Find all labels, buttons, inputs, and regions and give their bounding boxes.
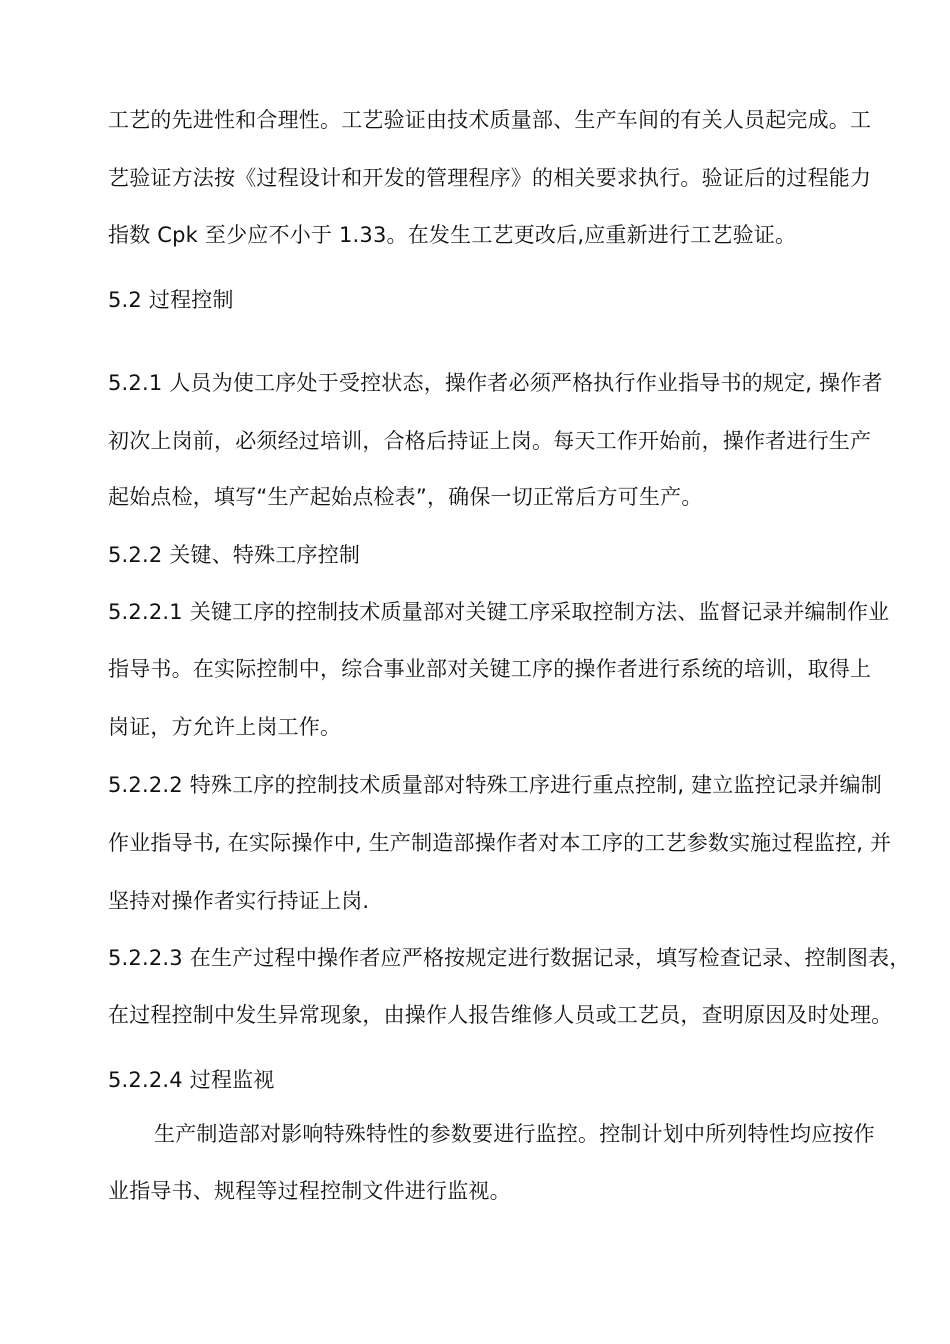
paragraph-line: 岗证，方允许上岗工作。 (108, 715, 342, 739)
paragraph-line: 5.2.2.2 特殊工序的控制技术质量部对特殊工序进行重点控制, 建立监控记录并编制 (108, 773, 882, 797)
paragraph-line: 艺验证方法按《过程设计和开发的管理程序》的相关要求执行。验证后的过程能力 (108, 166, 872, 190)
paragraph-line: 指导书。在实际控制中，综合事业部对关键工序的操作者进行系统的培训，取得上 (108, 657, 872, 681)
section-heading: 5.2.2 关键、特殊工序控制 (108, 543, 361, 567)
paragraph-line: 5.2.1 人员为使工序处于受控状态，操作者必须严格执行作业指导书的规定, 操作者 (108, 371, 883, 395)
paragraph-line: 业指导书、规程等过程控制文件进行监视。 (108, 1179, 511, 1203)
paragraph-line: 坚持对操作者实行持证上岗. (108, 889, 370, 913)
paragraph-line: 5.2.2.3 在生产过程中操作者应严格按规定进行数据记录，填写检查记录、控制图表， (108, 946, 911, 970)
paragraph-line: 指数 Cpk 至少应不小于 1.33。在发生工艺更改后,应重新进行工艺验证。 (108, 223, 797, 247)
paragraph-line: 起始点检，填写“生产起始点检表”，确保一切正常后方可生产。 (108, 485, 703, 509)
paragraph-line: 作业指导书, 在实际操作中, 生产制造部操作者对本工序的工艺参数实施过程监控, 并 (108, 831, 892, 855)
paragraph-line: 生产制造部对影响特殊特性的参数要进行监控。控制计划中所列特性均应按作 (154, 1122, 875, 1146)
paragraph-line: 工艺的先进性和合理性。工艺验证由技术质量部、生产车间的有关人员起完成。工 (108, 108, 872, 132)
section-heading: 5.2 过程控制 (108, 288, 234, 312)
section-heading: 5.2.2.4 过程监视 (108, 1068, 275, 1092)
paragraph-line: 在过程控制中发生异常现象，由操作人报告维修人员或工艺员，查明原因及时处理。 (108, 1003, 893, 1027)
paragraph-line: 初次上岗前，必须经过培训，合格后持证上岗。每天工作开始前，操作者进行生产 (108, 429, 872, 453)
paragraph-line: 5.2.2.1 关键工序的控制技术质量部对关键工序采取控制方法、监督记录并编制作业 (108, 600, 890, 624)
